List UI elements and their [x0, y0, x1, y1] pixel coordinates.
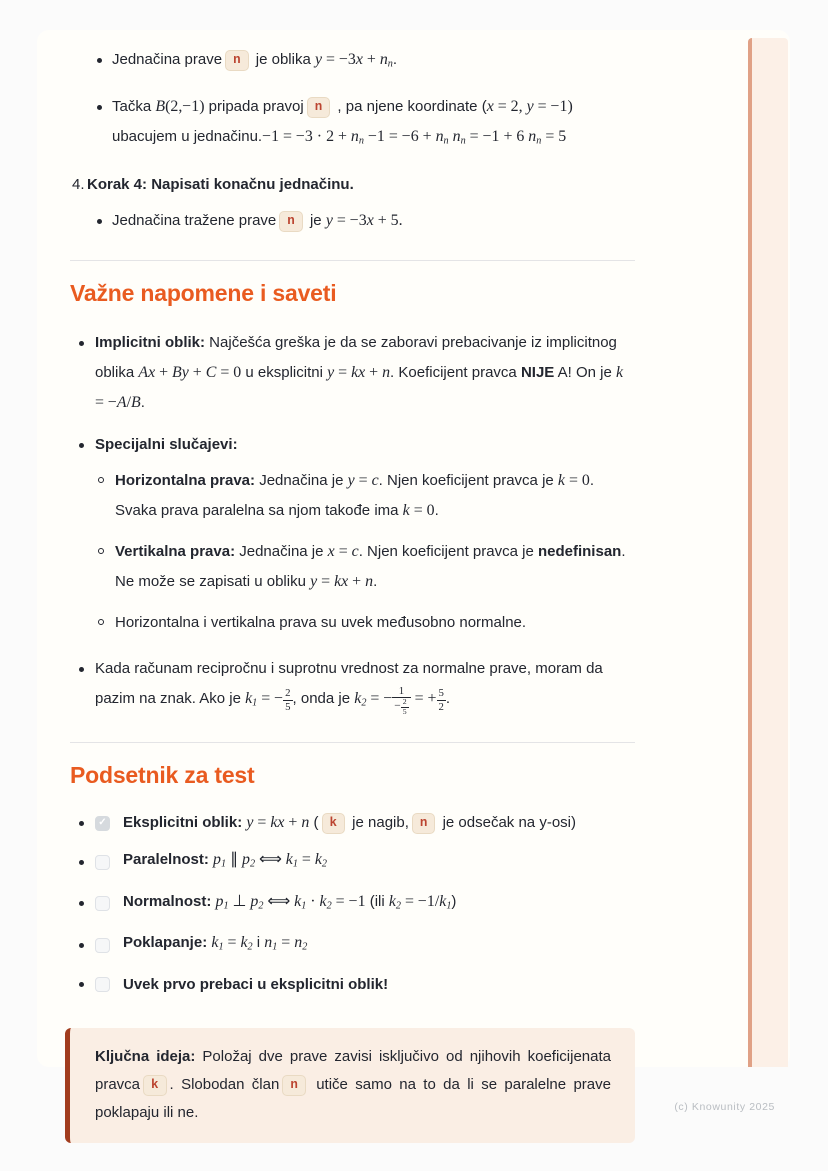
step-4-bullet-list	[70, 206, 635, 236]
step-title: Korak 4: Napisati konačnu jednačinu.	[87, 175, 354, 193]
sub-list-label: Specijalni slučajevi:	[95, 435, 238, 453]
checkbox-uvek-prvo-prebaci[interactable]	[95, 977, 110, 992]
bullet-marker	[79, 943, 84, 948]
bullet-marker	[79, 860, 84, 865]
copyright-notice: (c) Knowunity 2025	[674, 1101, 775, 1113]
checkbox-normalnost[interactable]	[95, 896, 110, 911]
divider	[70, 260, 635, 261]
inline-code-badge: n	[307, 97, 331, 118]
key-idea-callout	[65, 1028, 635, 1143]
checkbox-paralelnost[interactable]	[95, 855, 110, 870]
bullet-marker	[79, 821, 84, 826]
list-item: Implicitni oblik: Najčešća greška je da se zaboravi prebacivanje iz implicitnog oblika Ax + By + C = 0 u eksplicitni y = kx + n. Koeficijent pravca NIJE A! On je k = −A/B.	[70, 328, 635, 418]
checklist-row	[70, 930, 635, 960]
list-item: Jednačina tražene prave n je y = −3x + 5.	[70, 206, 635, 236]
step-4-heading	[70, 170, 635, 200]
list-item: Jednačina prave n je oblika $y = -3x + n_n$.	[70, 45, 635, 79]
checkbox-eksplicitni-oblik[interactable]	[95, 816, 110, 831]
checklist-label: Eksplicitni oblik: y = kx + n ( k je nagib, n je odsečak na y-osi)	[123, 810, 576, 836]
divider	[70, 742, 635, 743]
bullet-marker	[79, 982, 84, 987]
section-heading-vazne-napomene: Važne napomene i saveti	[70, 279, 337, 306]
callout-text: Ključna ideja: Položaj dve prave zavisi isključivo od njihovih koeficijenata pravca k . Slobodan član n utiče samo na to da li se paralelne prave poklapaju ili ne.	[95, 1047, 611, 1121]
inline-code-badge: n	[279, 211, 303, 232]
section-heading-podsetnik: Podsetnik za test	[70, 762, 255, 789]
notes-list	[70, 328, 635, 718]
checklist-row	[70, 972, 635, 998]
list-item: Kada računam recipročnu i suprotnu vrednost za normalne prave, moram da pazim na znak. Ako je $k_1$ = − $\frac{2}{5}$ , onda je $k_2$ = − 1 − $\frac{2}{5}$ = + $\frac{5}{2}$ .	[70, 654, 635, 718]
checklist-row	[70, 889, 635, 919]
test-checklist	[70, 810, 635, 997]
document-content	[70, 45, 635, 1143]
page-edge-decoration	[748, 38, 788, 1067]
checklist-label: Normalnost: $p_1$ ⊥ $p_2$ ⟺ $k_1 \cdot k_2 = -1$ (ili $k_2 = -1/k_1$)	[123, 892, 457, 912]
step-number: 4.	[72, 175, 85, 193]
inline-code-badge: n	[412, 813, 436, 834]
bullet-marker	[79, 901, 84, 906]
list-item: Tačka B(2,−1) pripada pravoj n , pa njene koordinate (x = 2, y = −1) ubacujem u jednačinu.−1 = $-3 \cdot 2 + n_n -1 = -6 + n_n$ $n_n = -1 + 6$ $n_n = 5$	[70, 92, 635, 156]
special-cases-list	[95, 466, 635, 638]
list-item: Vertikalna prava: Jednačina je x = c. Njen koeficijent pravca je nedefinisan. Ne može se zapisati u obliku y = kx + n.	[95, 537, 635, 597]
checkbox-poklapanje[interactable]	[95, 938, 110, 953]
checklist-label: Poklapanje: $k_1 = k_2$ i $n_1 = n_2$	[123, 934, 308, 953]
checklist-row	[70, 810, 635, 836]
checklist-label: Paralelnost: $p_1$ ∥ $p_2$ ⟺ $k_1 = k_2$	[123, 851, 327, 870]
inline-code-badge: n	[282, 1075, 306, 1096]
inline-code-badge: k	[322, 813, 346, 834]
intro-bullet-list	[70, 45, 635, 157]
inline-code-badge: n	[225, 50, 249, 71]
inline-code-badge: k	[143, 1075, 167, 1096]
checklist-label: Uvek prvo prebaci u eksplicitni oblik!	[123, 975, 389, 993]
list-item: Horizontalna i vertikalna prava su uvek međusobno normalne.	[95, 608, 635, 638]
list-item	[70, 430, 635, 638]
list-item: Horizontalna prava: Jednačina je y = c. Njen koeficijent pravca je k = 0. Svaka prava paralelna sa njom takođe ima k = 0.	[95, 466, 635, 526]
checklist-row	[70, 847, 635, 877]
